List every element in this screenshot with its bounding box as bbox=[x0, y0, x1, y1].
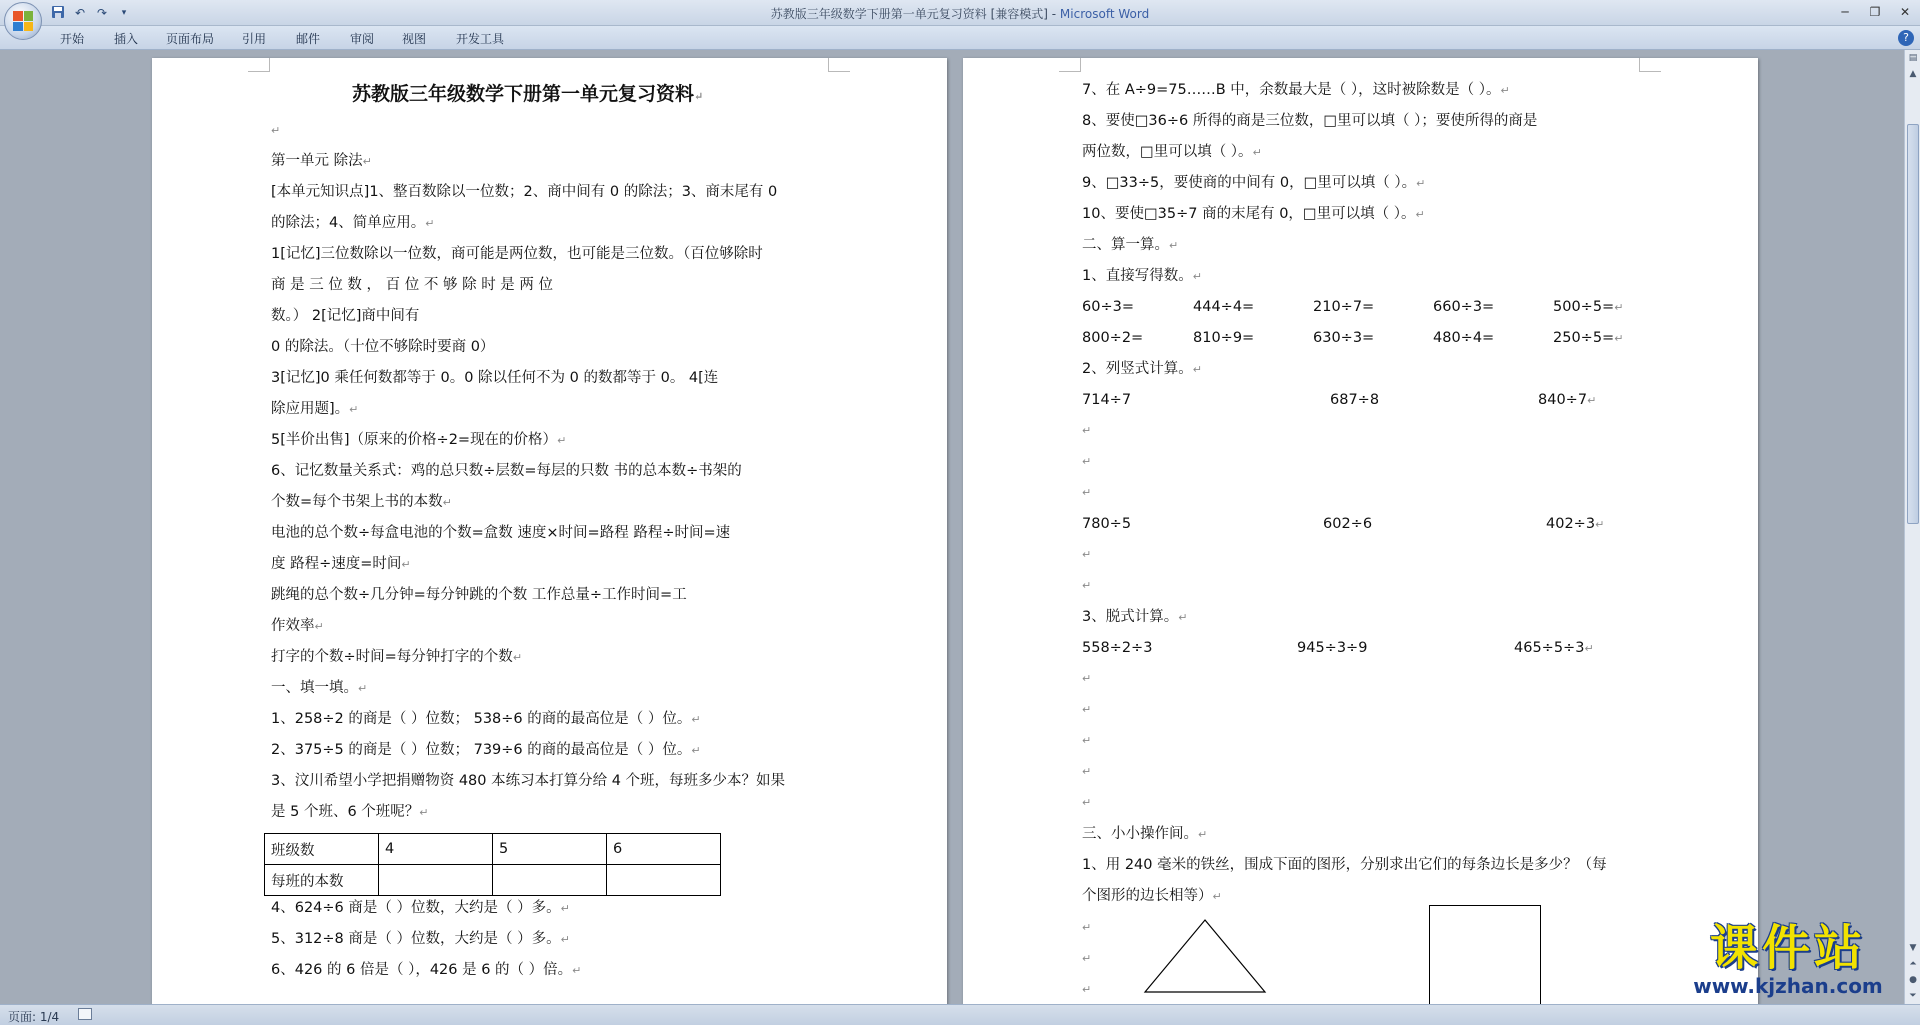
question-line: 3、脱式计算。↵ bbox=[1082, 609, 1188, 625]
question-line: 2、列竖式计算。↵ bbox=[1082, 361, 1202, 377]
doc-title: 苏教版三年级数学下册第一单元复习资料↵ bbox=[352, 83, 704, 105]
paragraph-mark: ↵ bbox=[1082, 579, 1092, 592]
question-line: 1、用 240 毫米的铁丝，围成下面的图形，分别求出它们的每条边长是多少？（每 bbox=[1082, 857, 1607, 873]
text-line: 个数=每个书架上书的本数↵ bbox=[271, 494, 452, 510]
calc-item: 465÷5÷3↵ bbox=[1514, 640, 1594, 656]
question-line: 8、要使□36÷6 所得的商是三位数，□里可以填（ ）；要使所得的商是 bbox=[1082, 113, 1538, 129]
page-1-text[interactable] bbox=[152, 58, 947, 1004]
table-cell[interactable]: 5 bbox=[493, 834, 607, 865]
question-line: 是 5 个班、6 个班呢？↵ bbox=[271, 804, 429, 820]
table-cell[interactable]: 6 bbox=[607, 834, 721, 865]
paragraph-mark: ↵ bbox=[1082, 765, 1092, 778]
calc-item: 810÷9= bbox=[1193, 330, 1255, 346]
document-page-2 bbox=[963, 58, 1758, 1004]
question-line: 6、426 的 6 倍是（ ），426 是 6 的（ ）倍。↵ bbox=[271, 962, 582, 978]
paragraph-mark: ↵ bbox=[1082, 424, 1092, 437]
text-line: 除应用题]。↵ bbox=[271, 401, 359, 417]
site-watermark bbox=[1668, 921, 1908, 1003]
paragraph-mark: ↵ bbox=[1082, 734, 1092, 747]
question-line: 10、要使□35÷7 商的末尾有 0，□里可以填（ ）。↵ bbox=[1082, 206, 1425, 222]
ruler-toggle-icon[interactable]: ▤ bbox=[1908, 53, 1918, 63]
document-title: 苏教版三年级数学下册第一单元复习资料 [兼容模式] - bbox=[770, 7, 1060, 21]
scroll-thumb[interactable] bbox=[1907, 124, 1919, 524]
text-line: 作效率↵ bbox=[271, 618, 324, 634]
ribbon-tabs bbox=[0, 26, 1920, 50]
paragraph-mark: ↵ bbox=[1082, 921, 1092, 934]
text-line: 3[记忆]0 乘任何数都等于 0。0 除以任何不为 0 的数都等于 0。 4[连 bbox=[271, 370, 719, 386]
text-line: 商 是 三 位 数 ， 百 位 不 够 除 时 是 两 位 bbox=[271, 277, 554, 293]
text-line: 第一单元 除法↵ bbox=[271, 153, 372, 169]
calc-item: 687÷8 bbox=[1330, 392, 1380, 408]
question-line: 3、汶川希望小学把捐赠物资 480 本练习本打算分给 4 个班，每班多少本？如果 bbox=[271, 773, 786, 789]
text-line: 打字的个数÷时间=每分钟打字的个数↵ bbox=[271, 649, 523, 665]
tab-mailings[interactable]: 邮件 bbox=[296, 32, 321, 46]
save-icon[interactable] bbox=[50, 5, 66, 21]
calc-item: 800÷2= bbox=[1082, 330, 1144, 346]
question-line: 个图形的边长相等）↵ bbox=[1082, 888, 1222, 904]
question-line: 1、直接写得数。↵ bbox=[1082, 268, 1202, 284]
text-line: 的除法；4、简单应用。↵ bbox=[271, 215, 435, 231]
customize-qat-icon[interactable]: ▾ bbox=[121, 8, 127, 18]
text-line: 数。） 2[记忆]商中间有 bbox=[271, 308, 420, 324]
calc-item: 402÷3↵ bbox=[1546, 516, 1605, 532]
restore-button[interactable]: ❐ bbox=[1869, 5, 1881, 19]
tab-insert[interactable]: 插入 bbox=[114, 32, 139, 46]
table-cell[interactable] bbox=[607, 865, 721, 896]
next-page-icon[interactable]: ⏷ bbox=[1909, 991, 1917, 1001]
calc-item: 60÷3= bbox=[1082, 299, 1134, 315]
square-shape[interactable] bbox=[1429, 905, 1541, 1004]
watermark-title: 课件站 bbox=[1709, 920, 1866, 976]
calc-item: 444÷4= bbox=[1193, 299, 1255, 315]
calc-item: 210÷7= bbox=[1313, 299, 1375, 315]
document-page-1 bbox=[152, 58, 947, 1004]
close-button[interactable]: ✕ bbox=[1899, 5, 1911, 19]
scroll-down-icon[interactable]: ▼ bbox=[1909, 943, 1917, 953]
table-row bbox=[265, 865, 721, 896]
paragraph-mark: ↵ bbox=[1082, 548, 1092, 561]
tab-review[interactable]: 审阅 bbox=[350, 32, 375, 46]
table-cell[interactable]: 每班的本数 bbox=[265, 865, 379, 896]
calc-item: 480÷4= bbox=[1433, 330, 1495, 346]
question-line: 7、在 A÷9=75……B 中，余数最大是（ ），这时被除数是（ ）。↵ bbox=[1082, 82, 1510, 98]
text-line: ↵ bbox=[271, 124, 281, 137]
previous-page-icon[interactable]: ⏶ bbox=[1909, 959, 1917, 969]
tab-page-layout[interactable]: 页面布局 bbox=[166, 32, 215, 46]
quick-access-toolbar bbox=[50, 4, 132, 22]
undo-icon[interactable]: ↶ bbox=[74, 6, 86, 20]
question-line: 4、624÷6 商是（ ）位数，大约是（ ）多。↵ bbox=[271, 900, 570, 916]
calc-item: 500÷5=↵ bbox=[1553, 299, 1624, 315]
calc-item: 840÷7↵ bbox=[1538, 392, 1597, 408]
question-line: 两位数，□里可以填（ ）。↵ bbox=[1082, 144, 1262, 160]
calc-item: 660÷3= bbox=[1433, 299, 1495, 315]
title-bar bbox=[0, 0, 1920, 26]
table-cell[interactable]: 班级数 bbox=[265, 834, 379, 865]
text-line: 6、记忆数量关系式：鸡的总只数÷层数=每层的只数 书的总本数÷书架的 bbox=[271, 463, 742, 479]
calc-item: 602÷6 bbox=[1323, 516, 1373, 532]
watermark-url: www.kjzhan.com bbox=[1693, 974, 1883, 998]
table-cell[interactable]: 4 bbox=[379, 834, 493, 865]
calc-item: 945÷3÷9 bbox=[1297, 640, 1368, 656]
tab-references[interactable]: 引用 bbox=[242, 32, 267, 46]
question-line: 9、□33÷5，要使商的中间有 0，□里可以填（ ）。↵ bbox=[1082, 175, 1426, 191]
office-logo-icon bbox=[13, 11, 33, 31]
text-line: 5[半价出售]（原来的价格÷2=现在的价格）↵ bbox=[271, 432, 567, 448]
section-heading: 二、算一算。↵ bbox=[1082, 237, 1179, 253]
question-line: 1、258÷2 的商是（ ）位数； 538÷6 的商的最高位是（ ）位。↵ bbox=[271, 711, 701, 727]
minimize-button[interactable]: ─ bbox=[1841, 5, 1849, 19]
text-line: 度 路程÷速度=时间↵ bbox=[271, 556, 411, 572]
paragraph-mark: ↵ bbox=[1082, 703, 1092, 716]
proofing-icon[interactable] bbox=[78, 1008, 92, 1020]
vertical-scrollbar[interactable] bbox=[1904, 50, 1920, 1004]
tab-developer[interactable]: 开发工具 bbox=[456, 32, 505, 46]
table-cell[interactable] bbox=[493, 865, 607, 896]
app-name: Microsoft Word bbox=[1059, 7, 1150, 21]
office-button[interactable] bbox=[4, 2, 42, 40]
text-line: 电池的总个数÷每盒电池的个数=盒数 速度×时间=路程 路程÷时间=速 bbox=[271, 525, 731, 541]
question-line: 2、375÷5 的商是（ ）位数； 739÷6 的商的最高位是（ ）位。↵ bbox=[271, 742, 701, 758]
triangle-shape[interactable] bbox=[1143, 918, 1267, 994]
question-line: 5、312÷8 商是（ ）位数，大约是（ ）多。↵ bbox=[271, 931, 570, 947]
page-indicator[interactable]: 页面: 1/4 bbox=[8, 1010, 60, 1024]
text-line: [本单元知识点]1、整百数除以一位数；2、商中间有 0 的除法；3、商末尾有 0 bbox=[271, 184, 778, 200]
help-icon[interactable]: ? bbox=[1898, 30, 1914, 46]
tab-view[interactable]: 视图 bbox=[402, 32, 427, 46]
status-bar bbox=[0, 1004, 1920, 1025]
calc-item: 250÷5=↵ bbox=[1553, 330, 1624, 346]
paragraph-mark: ↵ bbox=[1082, 455, 1092, 468]
paragraph-mark: ↵ bbox=[1082, 983, 1092, 996]
document-area bbox=[0, 50, 1904, 1004]
redo-icon[interactable]: ↷ bbox=[96, 6, 108, 20]
calc-item: 714÷7 bbox=[1082, 392, 1132, 408]
window-title bbox=[0, 5, 1920, 22]
text-line: 1[记忆]三位数除以一位数，商可能是两位数，也可能是三位数。（百位够除时 bbox=[271, 246, 763, 262]
page-2-text[interactable] bbox=[963, 58, 1758, 1004]
paragraph-mark: ↵ bbox=[1082, 672, 1092, 685]
paragraph-mark: ↵ bbox=[1082, 952, 1092, 965]
scroll-up-icon[interactable]: ▲ bbox=[1909, 69, 1917, 79]
paragraph-mark: ↵ bbox=[1082, 486, 1092, 499]
calc-item: 558÷2÷3 bbox=[1082, 640, 1153, 656]
table-cell[interactable] bbox=[379, 865, 493, 896]
select-browse-object-icon[interactable]: ● bbox=[1909, 975, 1917, 985]
section-heading: 三、小小操作间。↵ bbox=[1082, 826, 1208, 842]
calc-item: 630÷3= bbox=[1313, 330, 1375, 346]
table-row bbox=[265, 834, 721, 865]
answer-table bbox=[264, 833, 721, 896]
text-line: 跳绳的总个数÷几分钟=每分钟跳的个数 工作总量÷工作时间=工 bbox=[271, 587, 687, 603]
text-line: 0 的除法。（十位不够除时要商 0） bbox=[271, 339, 495, 355]
tab-home[interactable]: 开始 bbox=[60, 32, 85, 46]
calc-item: 780÷5 bbox=[1082, 516, 1132, 532]
paragraph-mark: ↵ bbox=[1082, 796, 1092, 809]
section-heading: 一、填一填。↵ bbox=[271, 680, 368, 696]
